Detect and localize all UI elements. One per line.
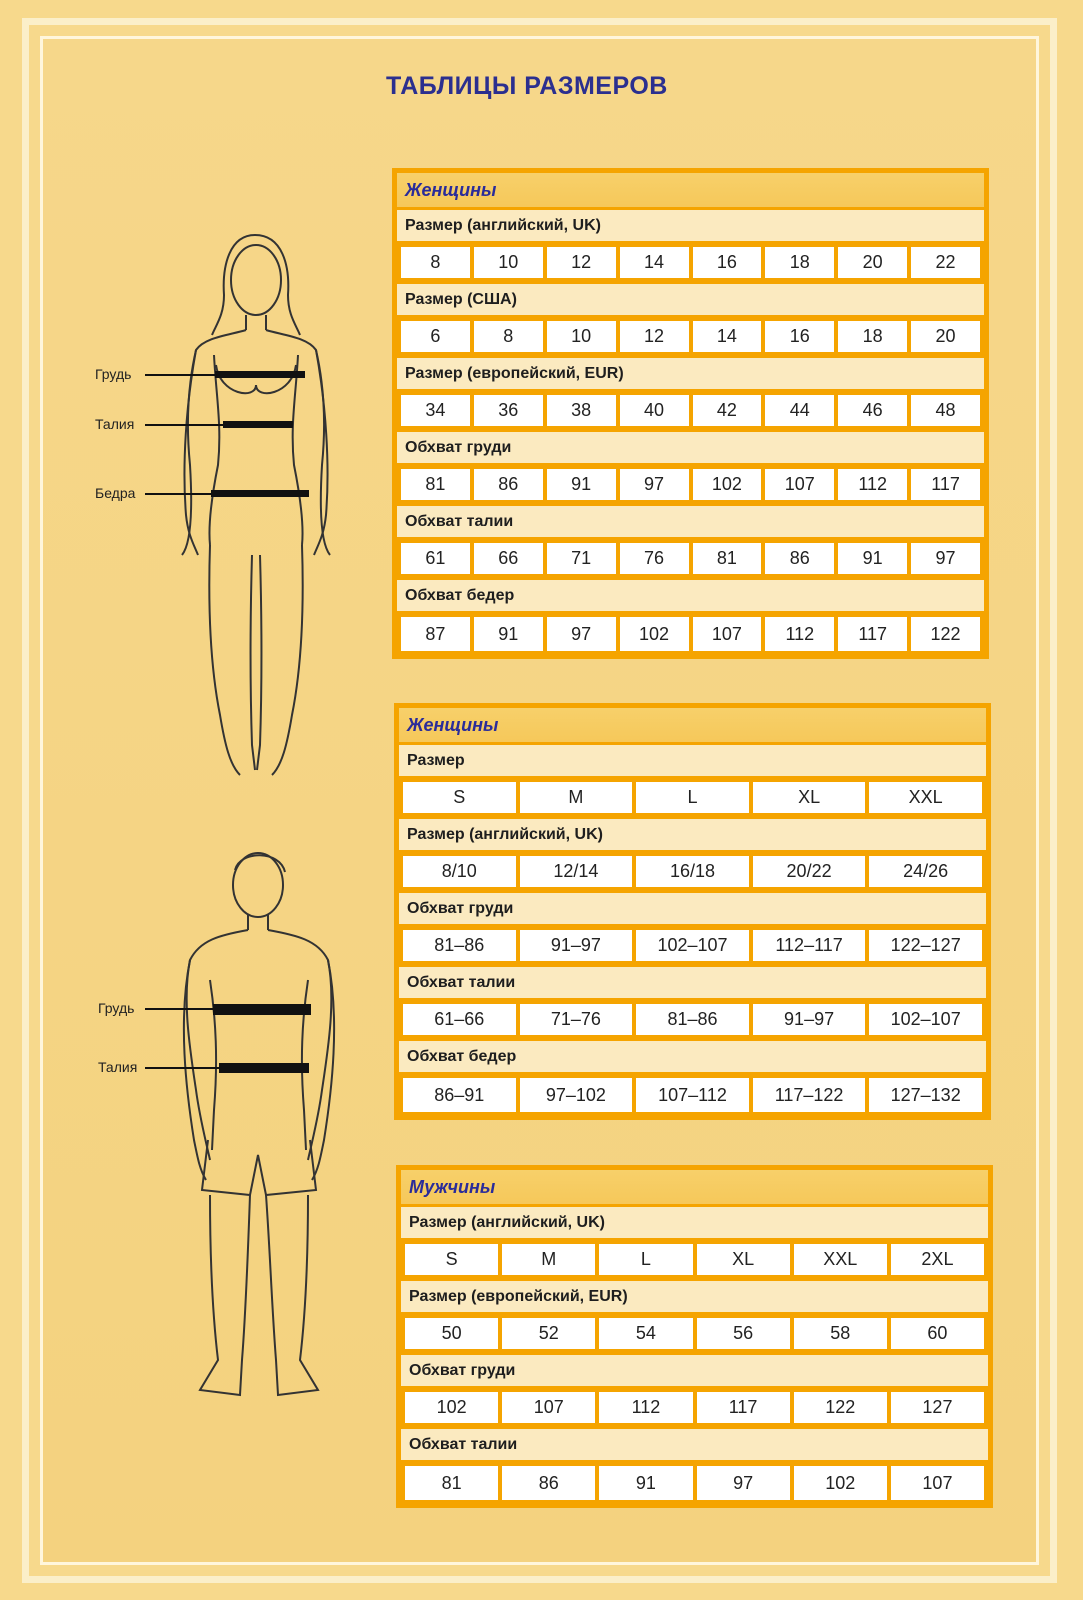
table-cell: 46 [838, 395, 907, 426]
table-cell: 44 [765, 395, 834, 426]
row-label: Размер [399, 745, 986, 779]
table-cell: 97 [911, 543, 980, 574]
table-cell: 34 [401, 395, 470, 426]
table-cell: 14 [693, 321, 762, 352]
row-values [401, 1315, 988, 1355]
woman-label-waist: Талия [95, 416, 135, 432]
table-cell: 12 [547, 247, 616, 278]
row-values [399, 1001, 986, 1041]
table-cell: 86 [502, 1466, 595, 1500]
table-cell: 86–91 [403, 1078, 516, 1112]
table-cell: XL [753, 782, 866, 813]
row-values [401, 1389, 988, 1429]
table-cell: 50 [405, 1318, 498, 1349]
woman-figure [90, 225, 360, 795]
table-cell: 14 [620, 247, 689, 278]
table-cell: M [520, 782, 633, 813]
table-cell: 16/18 [636, 856, 749, 887]
table-cell: 8 [401, 247, 470, 278]
table-cell: 107 [765, 469, 834, 500]
row-label: Размер (США) [397, 284, 984, 318]
row-label: Обхват груди [401, 1355, 988, 1389]
table-cell: 91 [838, 543, 907, 574]
table-cell: 76 [620, 543, 689, 574]
table-cell: XL [697, 1244, 790, 1275]
man-silhouette-icon [90, 850, 380, 1420]
table-cell: 97 [547, 617, 616, 651]
table-header: Женщины [399, 708, 986, 745]
table-header: Мужчины [401, 1170, 988, 1207]
row-label: Обхват талии [399, 967, 986, 1001]
table-cell: 112 [838, 469, 907, 500]
table-cell: 20 [911, 321, 980, 352]
table-cell: 12/14 [520, 856, 633, 887]
row-label: Размер (английский, UK) [399, 819, 986, 853]
row-values [397, 244, 984, 284]
table-cell: S [403, 782, 516, 813]
table-cell: 42 [693, 395, 762, 426]
table-cell: 97 [620, 469, 689, 500]
table-cell: 102–107 [869, 1004, 982, 1035]
row-values [397, 466, 984, 506]
table-cell: 91 [547, 469, 616, 500]
table-cell: 6 [401, 321, 470, 352]
table-cell: 102 [405, 1392, 498, 1423]
table-cell: 8 [474, 321, 543, 352]
row-label: Обхват бедер [397, 580, 984, 614]
table-cell: L [599, 1244, 692, 1275]
table-cell: 107 [891, 1466, 984, 1500]
table-cell: 54 [599, 1318, 692, 1349]
row-label: Размер (английский, UK) [397, 210, 984, 244]
table-cell: 18 [838, 321, 907, 352]
table-cell: 122 [911, 617, 980, 651]
woman-silhouette-icon [90, 225, 360, 795]
table-cell: 107–112 [636, 1078, 749, 1112]
table-cell: 81–86 [403, 930, 516, 961]
table-cell: 127–132 [869, 1078, 982, 1112]
table-cell: 81–86 [636, 1004, 749, 1035]
woman-label-hips: Бедра [95, 485, 136, 501]
table-cell: 112 [599, 1392, 692, 1423]
table-cell: 81 [693, 543, 762, 574]
table-cell: 86 [474, 469, 543, 500]
table-cell: 61–66 [403, 1004, 516, 1035]
table-cell: 2XL [891, 1244, 984, 1275]
man-label-waist: Талия [98, 1059, 138, 1075]
women-size-table-letter [394, 703, 991, 1120]
table-cell: 81 [401, 469, 470, 500]
table-cell: 16 [693, 247, 762, 278]
row-label: Обхват талии [397, 506, 984, 540]
table-header: Женщины [397, 173, 984, 210]
row-values [401, 1241, 988, 1281]
table-cell: 40 [620, 395, 689, 426]
table-cell: 91 [599, 1466, 692, 1500]
table-cell: 122–127 [869, 930, 982, 961]
table-cell: M [502, 1244, 595, 1275]
table-cell: 91–97 [753, 1004, 866, 1035]
table-cell: 102–107 [636, 930, 749, 961]
table-cell: 10 [547, 321, 616, 352]
men-size-table [396, 1165, 993, 1508]
page-title: ТАБЛИЦЫ РАЗМЕРОВ [386, 72, 668, 100]
table-cell: 52 [502, 1318, 595, 1349]
man-figure [90, 850, 380, 1420]
table-cell: 71 [547, 543, 616, 574]
row-label: Размер (английский, UK) [401, 1207, 988, 1241]
table-cell: 117–122 [753, 1078, 866, 1112]
women-size-table-numeric [392, 168, 989, 659]
table-cell: 10 [474, 247, 543, 278]
table-cell: 18 [765, 247, 834, 278]
table-cell: 81 [405, 1466, 498, 1500]
table-cell: 127 [891, 1392, 984, 1423]
row-label: Обхват талии [401, 1429, 988, 1463]
row-label: Обхват груди [397, 432, 984, 466]
table-cell: 86 [765, 543, 834, 574]
table-cell: 97–102 [520, 1078, 633, 1112]
table-cell: 117 [838, 617, 907, 651]
table-cell: 66 [474, 543, 543, 574]
table-cell: 112–117 [753, 930, 866, 961]
row-label: Обхват бедер [399, 1041, 986, 1075]
table-cell: 60 [891, 1318, 984, 1349]
table-cell: 117 [911, 469, 980, 500]
table-cell: XXL [794, 1244, 887, 1275]
table-cell: 122 [794, 1392, 887, 1423]
table-cell: 102 [794, 1466, 887, 1500]
table-cell: 8/10 [403, 856, 516, 887]
row-values [399, 927, 986, 967]
table-cell: 107 [502, 1392, 595, 1423]
row-values [397, 614, 984, 654]
table-cell: L [636, 782, 749, 813]
row-values [399, 779, 986, 819]
table-cell: 22 [911, 247, 980, 278]
row-values [397, 392, 984, 432]
row-label: Обхват груди [399, 893, 986, 927]
row-values [399, 1075, 986, 1115]
table-cell: 91 [474, 617, 543, 651]
table-cell: XXL [869, 782, 982, 813]
table-cell: 20/22 [753, 856, 866, 887]
table-cell: 117 [697, 1392, 790, 1423]
row-label: Размер (европейский, EUR) [401, 1281, 988, 1315]
table-cell: 48 [911, 395, 980, 426]
table-cell: 91–97 [520, 930, 633, 961]
table-cell: 112 [765, 617, 834, 651]
table-cell: 102 [693, 469, 762, 500]
table-cell: S [405, 1244, 498, 1275]
table-cell: 24/26 [869, 856, 982, 887]
row-values [401, 1463, 988, 1503]
table-cell: 87 [401, 617, 470, 651]
table-cell: 56 [697, 1318, 790, 1349]
woman-label-chest: Грудь [95, 366, 132, 382]
table-cell: 102 [620, 617, 689, 651]
table-cell: 61 [401, 543, 470, 574]
row-label: Размер (европейский, EUR) [397, 358, 984, 392]
row-values [397, 540, 984, 580]
man-label-chest: Грудь [98, 1000, 135, 1016]
table-cell: 97 [697, 1466, 790, 1500]
table-cell: 71–76 [520, 1004, 633, 1035]
row-values [397, 318, 984, 358]
table-cell: 36 [474, 395, 543, 426]
row-values [399, 853, 986, 893]
table-cell: 107 [693, 617, 762, 651]
table-cell: 58 [794, 1318, 887, 1349]
table-cell: 16 [765, 321, 834, 352]
table-cell: 12 [620, 321, 689, 352]
table-cell: 20 [838, 247, 907, 278]
table-cell: 38 [547, 395, 616, 426]
